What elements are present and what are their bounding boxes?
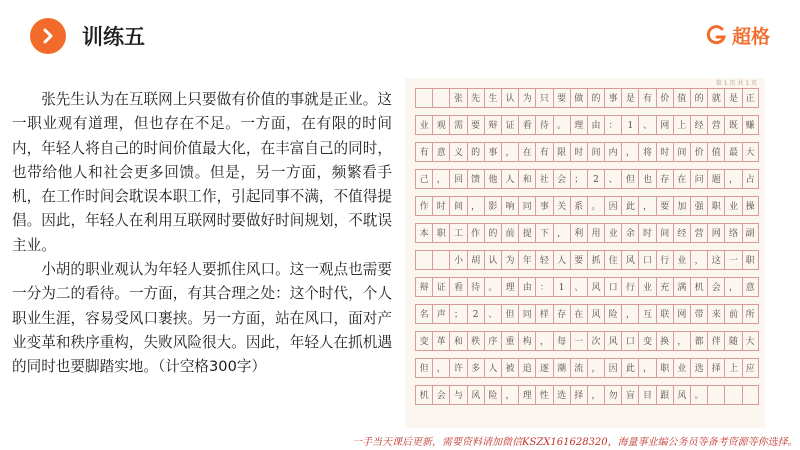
grid-cell: 、 [484,304,501,324]
grid-cell: 观 [432,115,449,135]
grid-cell: 时 [432,196,449,216]
grid-cell: 占 [742,169,759,189]
grid-cell: 的 [467,142,484,162]
grid-cell: 伴 [707,331,724,351]
grid-cell: 机 [415,385,432,405]
grid-cell: 响 [501,196,518,216]
grid-cell: 本 [415,223,432,243]
grid-cell: 轻 [535,250,552,270]
grid-cell: 将 [638,142,655,162]
grid-cell: ： [604,115,621,135]
grid-cell: 、 [638,115,655,135]
grid-cell: 、 [604,169,621,189]
grid-cell: 间 [587,142,604,162]
grid-cell: 价 [656,88,673,108]
grid-cell: 业 [724,196,741,216]
grid-cell: 风 [587,277,604,297]
grid-cell: ； [449,304,466,324]
grid-cell: 住 [604,250,621,270]
grid-cell: ， [587,385,604,405]
grid-cell: 同 [518,304,535,324]
grid-cell: 会 [432,385,449,405]
grid-row [415,331,759,351]
grid-cell: 要 [656,196,673,216]
grid-cell: 险 [484,385,501,405]
grid-cell: ， [587,358,604,378]
grid-cell: 用 [587,223,604,243]
grid-cell: 会 [553,169,570,189]
grid-cell: 选 [553,385,570,405]
grid-cell: 系 [570,196,587,216]
grid-cell: 理 [501,277,518,297]
grid-row [415,385,759,405]
grid-cell: 2 [587,169,604,189]
grid-cell: 前 [501,223,518,243]
grid-cell: 但 [621,169,638,189]
grid-cell: 内 [604,142,621,162]
grid-cell: 勿 [604,385,621,405]
grid-cell: 生 [484,88,501,108]
grid-cell: 既 [724,115,741,135]
grid-cell: 就 [707,88,724,108]
grid-cell: 因 [604,358,621,378]
grid-cell: 名 [415,304,432,324]
grid-cell: 口 [604,277,621,297]
grid-cell: 有 [638,88,655,108]
grid-cell: 有 [535,142,552,162]
grid-cell: 为 [501,250,518,270]
grid-cell: 先 [467,88,484,108]
grid-cell: 操 [742,196,759,216]
sheet-page-label: 第 1 页 共 1 页 [715,80,757,87]
grid-cell: 提 [518,223,535,243]
grid-cell: 事 [535,196,552,216]
grid-cell: 由 [587,115,604,135]
page-title: 训练五 [82,25,145,49]
grid-cell: 换 [656,331,673,351]
grid-cell: ， [690,250,707,270]
grid-cell: ， [724,277,741,297]
grid-cell: 序 [484,331,501,351]
grid-cell: 要 [467,115,484,135]
grid-cell: 营 [690,223,707,243]
grid-row [415,223,759,243]
grid-cell: 口 [621,331,638,351]
grid-cell: 看 [449,277,466,297]
grid-cell: 上 [673,115,690,135]
grid-cell: 选 [690,358,707,378]
grid-cell: 间 [656,223,673,243]
grid-cell: 意 [742,277,759,297]
grid-cell: 副 [742,223,759,243]
grid-cell: 只 [535,88,552,108]
grid-cell: 馈 [467,169,484,189]
grid-cell: 意 [432,142,449,162]
grid-cell: 每 [553,331,570,351]
grid-cell: 互 [638,304,655,324]
grid-cell: ， [467,196,484,216]
logo-text: 超格 [731,25,770,48]
grid-cell: 时 [570,142,587,162]
grid-cell: 带 [690,304,707,324]
grid-cell: 存 [553,304,570,324]
grid-cell: 革 [432,331,449,351]
grid-cell: 的 [484,223,501,243]
grid-cell: 同 [518,196,535,216]
grid-cell: 是 [621,88,638,108]
grid-cell: 要 [570,250,587,270]
grid-cell: ， [553,223,570,243]
grid-cell: 联 [656,304,673,324]
grid-cell: 秩 [467,331,484,351]
grid-cell: 择 [707,358,724,378]
grid-row [415,142,759,162]
grid-cell: 年 [518,250,535,270]
grid-cell: 与 [449,385,466,405]
grid-cell: 大 [742,142,759,162]
grid-cell: 有 [415,142,432,162]
grid-cell: 经 [673,223,690,243]
grid-cell: 为 [518,88,535,108]
grid-cell: 这 [707,250,724,270]
grid-row [415,277,759,297]
grid-cell: 由 [518,277,535,297]
grid-row [415,358,759,378]
grid-cell: 、 [570,277,587,297]
grid-cell: 追 [518,358,535,378]
grid-cell: 来 [707,304,724,324]
grid-cell: 业 [673,358,690,378]
grid-cell: 强 [690,196,707,216]
grid-cell: ， [724,169,741,189]
grid-row [415,115,759,135]
logo-mark-icon [706,24,728,46]
grid-cell: 证 [432,277,449,297]
grid-cell: 行 [656,250,673,270]
grid-cell: 值 [707,142,724,162]
grid-cell: 变 [638,331,655,351]
grid-cell: 口 [638,250,655,270]
grid-cell: 业 [604,223,621,243]
grid-cell: 需 [449,115,466,135]
grid-cell: 最 [724,142,741,162]
grid-cell: 待 [467,277,484,297]
grid-cell: 余 [621,223,638,243]
grid-cell: 应 [742,358,759,378]
grid-cell: 己 [415,169,432,189]
grid-cell: ： [535,277,552,297]
grid-cell: 值 [673,88,690,108]
grid-cell: 利 [570,223,587,243]
grid-cell: 正 [742,88,759,108]
grid-cell: 满 [673,277,690,297]
grid-cell: 择 [570,385,587,405]
grid-row [415,250,759,270]
grid-cell: 。 [553,115,570,135]
grid-cell: 构 [518,331,535,351]
grid-cell: 事 [604,88,621,108]
grid-cell: 赚 [742,115,759,135]
grid-cell: 也 [638,169,655,189]
grid-cell: 业 [415,115,432,135]
grid-cell: 下 [535,223,552,243]
grid-row [415,169,759,189]
grid-cell: 目 [638,385,655,405]
grid-cell: 加 [673,196,690,216]
grid-cell: 声 [432,304,449,324]
grid-cell: 上 [724,358,741,378]
grid-cell: 但 [501,304,518,324]
header-bar [0,0,800,62]
grid-cell [724,385,741,405]
grid-cell: 间 [673,142,690,162]
grid-cell: 小 [449,250,466,270]
grid-cell: 网 [673,304,690,324]
grid-cell: 流 [570,358,587,378]
grid-cell: 1 [553,277,570,297]
grid-cell: 张 [449,88,466,108]
grid-cell: 影 [484,196,501,216]
grid-cell: 人 [484,358,501,378]
grid-cell: 会 [707,277,724,297]
grid-cell: 因 [604,196,621,216]
grid-cell: 要 [553,88,570,108]
grid-cell: 业 [673,250,690,270]
grid-cell: ， [501,142,518,162]
grid-cell: 盲 [621,385,638,405]
grid-cell: 作 [467,223,484,243]
grid-cell: 。 [587,196,604,216]
grid-cell: 义 [449,142,466,162]
grid-cell: 待 [535,115,552,135]
grid-cell: 前 [724,304,741,324]
grid-cell: 的 [587,88,604,108]
grid-cell: 胡 [467,250,484,270]
grid-cell: ， [638,196,655,216]
grid-cell: 职 [707,196,724,216]
grid-cell: 都 [690,331,707,351]
grid-cell: ， [621,142,638,162]
grid-cell: 价 [690,142,707,162]
grid-cell: 是 [724,88,741,108]
grid-cell: 限 [553,142,570,162]
grid-cell: 存 [656,169,673,189]
grid-cell: 作 [415,196,432,216]
grid-cell: 在 [673,169,690,189]
grid-cell [432,250,449,270]
grid-cell: 风 [587,304,604,324]
essay-paragraph: 张先生认为在互联网上只要做有价值的事就是正业。这一职业观有道理，但也存在不足。一方面，在有限的时间内，年轻人将自己的时间价值最大化，在丰富自己的同时，也带给他人和社会更多回馈。但是，另一方面，频繁看手机，在工作时间会耽误本职工作，引起同事不满，不值得提倡。因此，年轻人在利用互联网时要做好时间规划，不耽误主业。 [12,91,392,254]
grid-cell: 时 [656,142,673,162]
grid-row [415,304,759,324]
grid-cell [415,250,432,270]
grid-cell: 样 [535,304,552,324]
grid-cell: 络 [724,223,741,243]
grid-cell: ， [535,331,552,351]
essay-paragraph: 小胡的职业观认为年轻人要抓住风口。这一观点也需要一分为二的看待。一方面，有其合理之处：这个时代，个人职业生涯，容易受风口裹挟。另一方面，站在风口，面对产业变革和秩序重构，失败风险很大。因此，年轻人在抓机遇的同时也要脚踏实地。（计空格300字） [12,261,392,376]
grid-cell: 职 [656,358,673,378]
grid-cell: 事 [484,142,501,162]
grid-cell: 1 [621,115,638,135]
essay-text [12,88,392,380]
grid-cell: 职 [742,250,759,270]
grid-cell [432,88,449,108]
grid-cell: 辩 [415,277,432,297]
grid-cell: 理 [570,115,587,135]
grid-cell: 机 [690,277,707,297]
grid-cell: 重 [501,331,518,351]
grid-cell: 网 [707,223,724,243]
grid-cell: 随 [724,331,741,351]
grid-cell: 多 [467,358,484,378]
grid-cell: 证 [501,115,518,135]
grid-cell: 逐 [535,358,552,378]
grid-cell: 次 [587,331,604,351]
grid-cell: 他 [484,169,501,189]
grid-cell: 险 [604,304,621,324]
grid-cell: 间 [449,196,466,216]
grid-cell: 大 [742,331,759,351]
grid-cell: 但 [415,358,432,378]
grid-cell: 题 [707,169,724,189]
grid-cell: 和 [449,331,466,351]
grid-cell: 所 [742,304,759,324]
grid-cell: 性 [535,385,552,405]
grid-cell: 抓 [587,250,604,270]
grid-cell: 人 [501,169,518,189]
grid-cell: 跟 [656,385,673,405]
footer-note: 一手当天课后更新，需要资料请加微信KSZX161628320，海量事业编公务员等备考资源等你选择。 [352,437,798,448]
grid-cell: 网 [656,115,673,135]
grid-cell: 认 [501,88,518,108]
grid-cell: 关 [553,196,570,216]
answer-sheet [405,78,765,428]
grid-cell: 风 [673,385,690,405]
grid-cell: 问 [690,169,707,189]
grid-cell: 回 [449,169,466,189]
grid-cell: 在 [518,142,535,162]
arrow-right-icon [30,18,66,54]
grid-cell: 被 [501,358,518,378]
grid-cell: 工 [449,223,466,243]
grid-cell: 。 [690,385,707,405]
grid-cell: 经 [690,115,707,135]
grid-cell: 做 [570,88,587,108]
grid-cell: 一 [724,250,741,270]
grid-cell: ； [570,169,587,189]
grid-cell: 此 [621,358,638,378]
grid-cell: 看 [518,115,535,135]
grid-cell: 理 [518,385,535,405]
grid-cell: 营 [707,115,724,135]
grid-cell: 此 [621,196,638,216]
grid-cell [707,385,724,405]
grid-row [415,88,759,108]
grid-cell: 人 [553,250,570,270]
grid-cell: ， [638,358,655,378]
grid-row [415,196,759,216]
grid-cell: ， [673,331,690,351]
grid-cell [742,385,759,405]
grid-cell: 许 [449,358,466,378]
grid-cell: 时 [638,223,655,243]
grid-cell: 一 [570,331,587,351]
grid-cell: 社 [535,169,552,189]
grid-cell: 认 [484,250,501,270]
grid-cell: 行 [621,277,638,297]
grid-cell: 和 [518,169,535,189]
grid-cell: ， [432,169,449,189]
grid-cell: 风 [604,331,621,351]
grid-cell: 。 [484,277,501,297]
grid-cell: 风 [621,250,638,270]
grid-cell: 变 [415,331,432,351]
grid-cell: 潮 [553,358,570,378]
grid-cell: ， [501,385,518,405]
grid-cell: 2 [467,304,484,324]
grid-cell: ， [432,358,449,378]
grid-cell: 的 [690,88,707,108]
grid-cell [415,88,432,108]
grid-cell: 在 [570,304,587,324]
brand-logo [706,22,770,48]
grid-cell: 业 [638,277,655,297]
grid-cell: ， [621,304,638,324]
grid-cell: 辩 [484,115,501,135]
grid-cell: 充 [656,277,673,297]
grid-cell: 风 [467,385,484,405]
grid-cell: 职 [432,223,449,243]
